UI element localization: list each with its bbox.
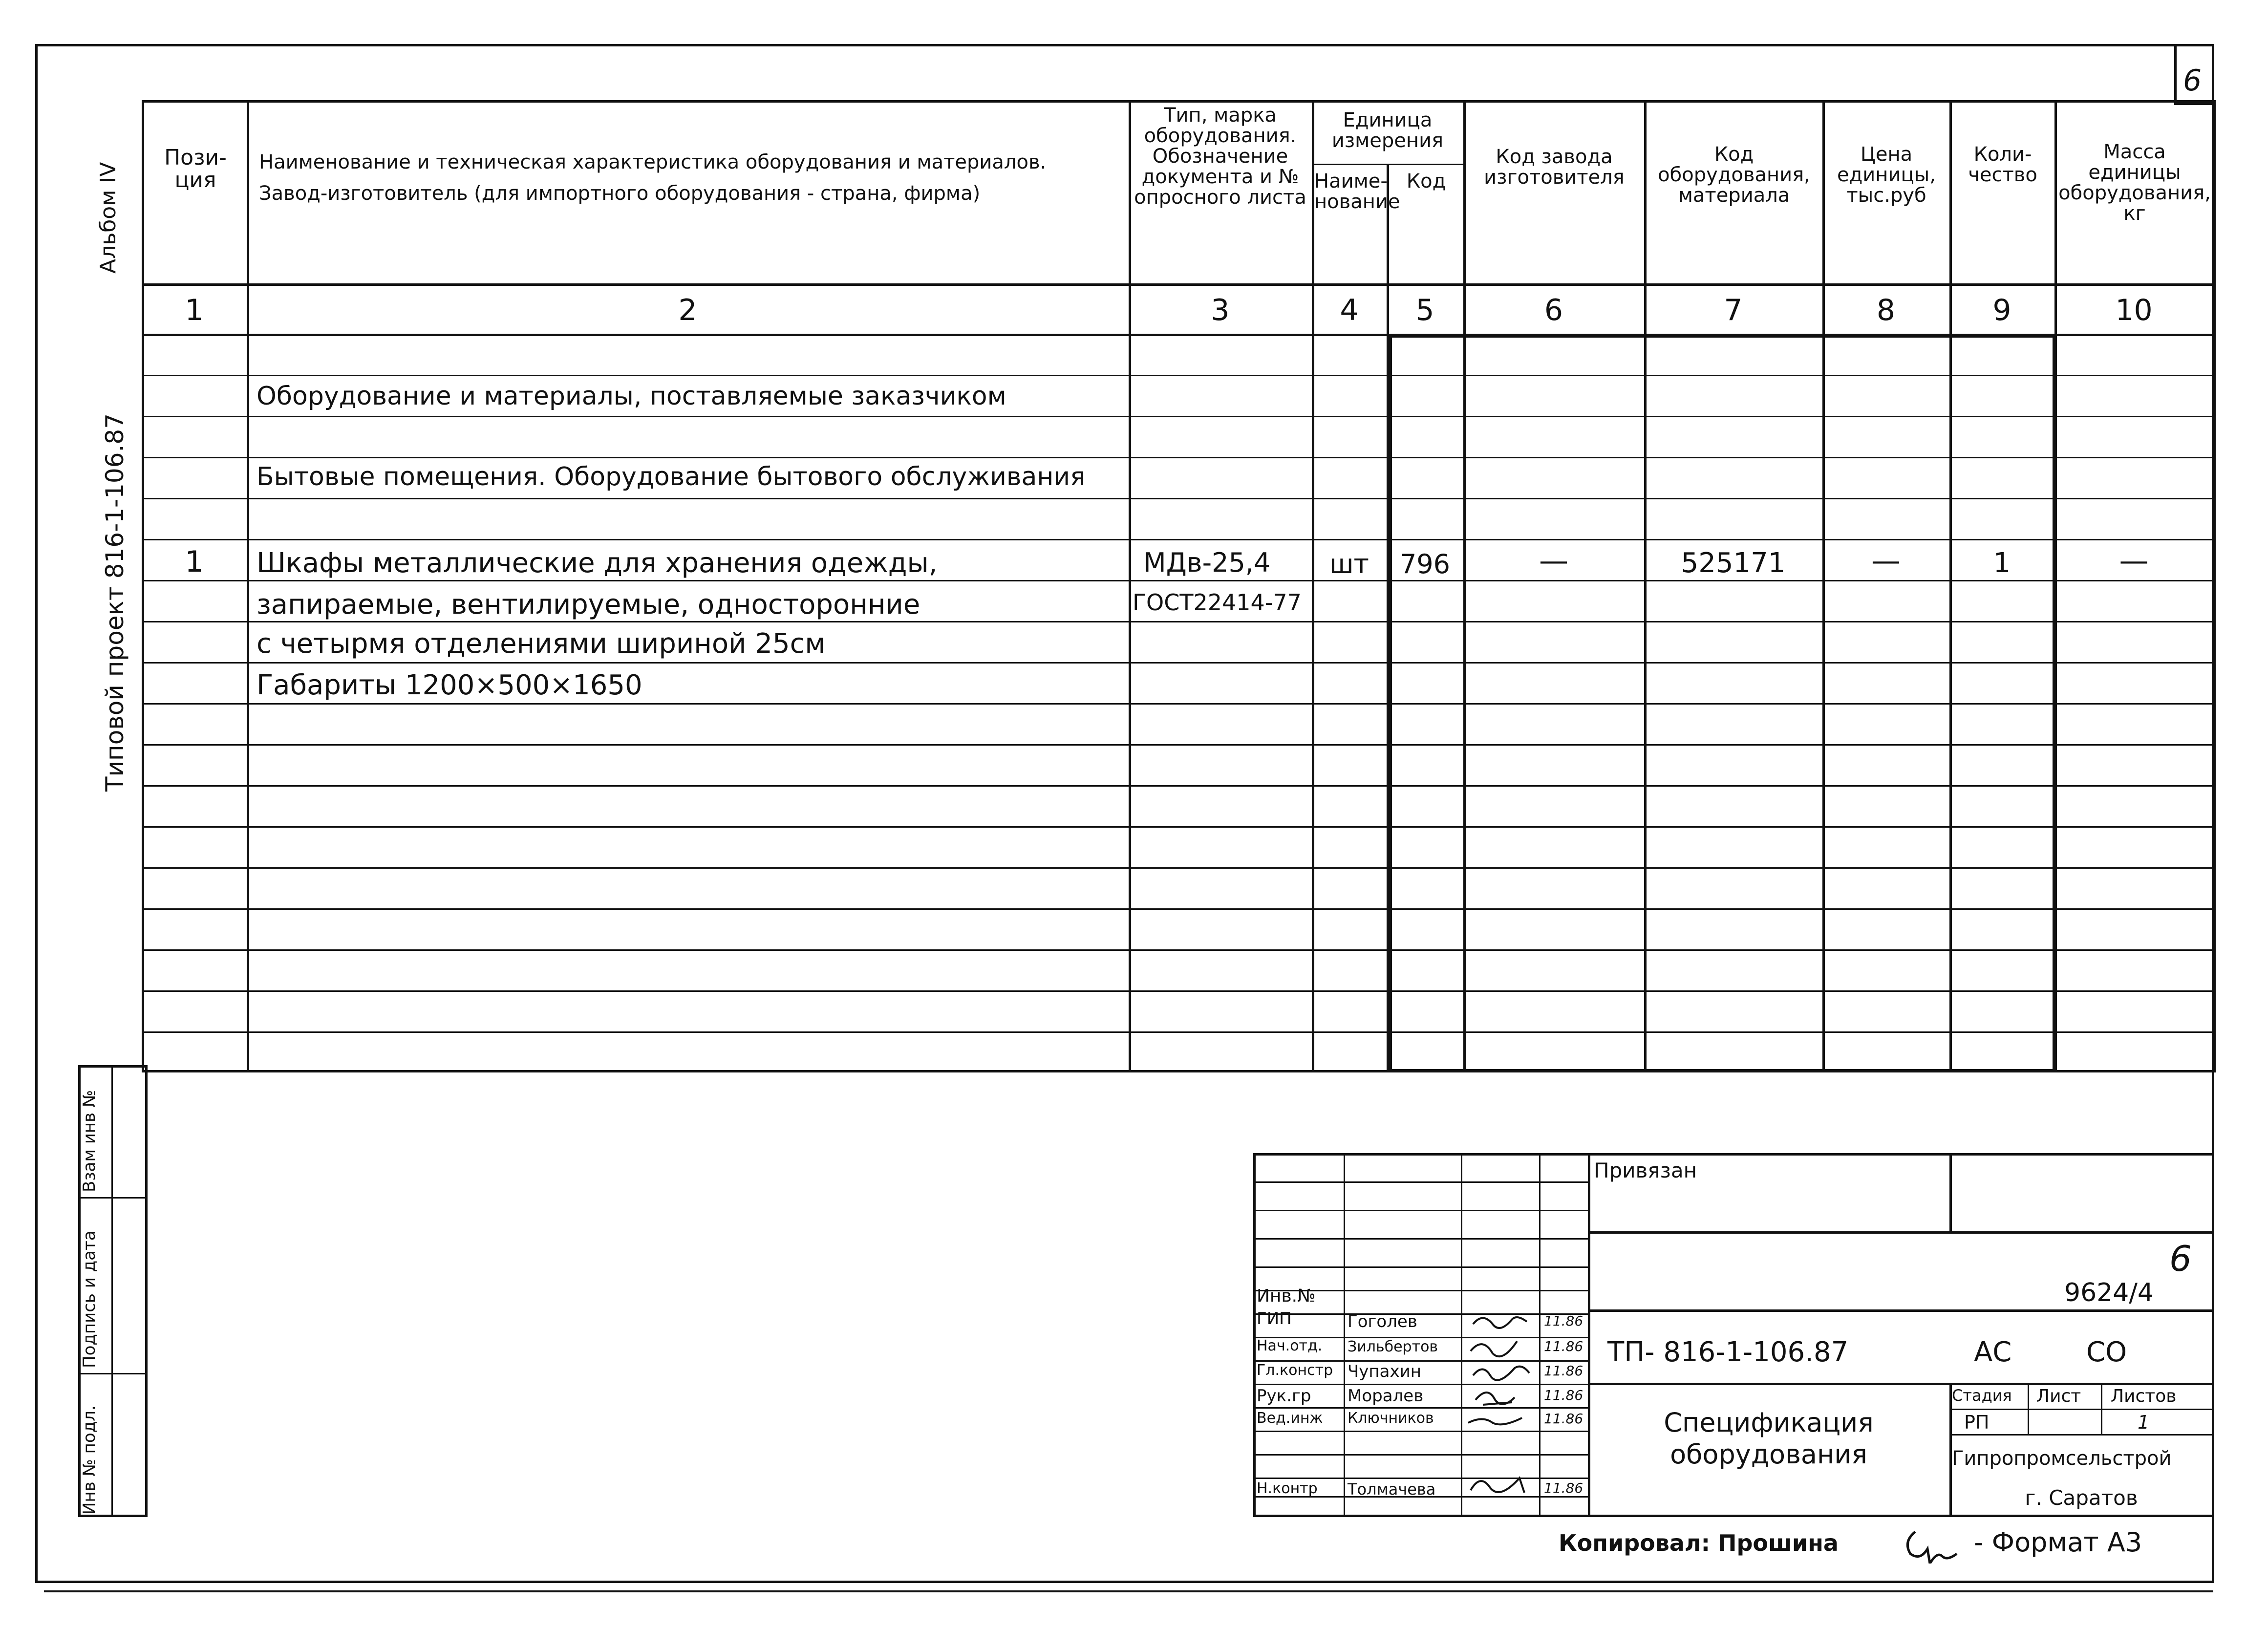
doc-title: Спецификация оборудования: [1664, 1407, 1874, 1470]
col-number-4: 4: [1340, 293, 1359, 327]
col-number-1: 1: [185, 293, 204, 327]
col-number-7: 7: [1724, 293, 1743, 327]
staff-name-5: Ключников: [1348, 1410, 1434, 1427]
header-price: Цена единицы, тыс.руб: [1837, 143, 1936, 207]
inv-no-label: Инв.№: [1257, 1286, 1316, 1306]
staff-name-4: Моралев: [1348, 1386, 1424, 1406]
staff-role-4: Рук.гр: [1257, 1386, 1311, 1406]
copied-by: Копировал: Прошина: [1559, 1530, 1839, 1556]
signatures: [1463, 1309, 1537, 1495]
staff-role-1: ГИП: [1257, 1309, 1292, 1329]
header-material-code: Код оборудования, материала: [1658, 143, 1810, 207]
album-label: Альбом IV: [96, 162, 121, 274]
sheet-number: 6: [2183, 64, 2202, 98]
format-label: - Формат А3: [1974, 1527, 2142, 1558]
col-number-9: 9: [1992, 293, 2011, 327]
signature-1: [1473, 1317, 1527, 1328]
col-number-2: 2: [678, 293, 697, 327]
inv-orig-label: Инв № подл.: [80, 1405, 99, 1515]
vzam-inv-label: Взам инв №: [80, 1090, 99, 1192]
privyazan-label: Привязан: [1594, 1158, 1697, 1182]
staff-date-6: 11.86: [1544, 1480, 1583, 1496]
staff-role-2: Нач.отд.: [1257, 1337, 1323, 1354]
signature-6: [1471, 1478, 1524, 1493]
section-household-rooms: Бытовые помещения. Оборудование бытового обслуживания: [257, 462, 1086, 492]
sheets-label: Листов: [2111, 1386, 2177, 1406]
header-unit-code: Код: [1406, 170, 1446, 193]
item-name-line-4: Габариты 1200×500×1650: [257, 669, 642, 701]
staff-date-2: 11.86: [1544, 1338, 1583, 1354]
city: г. Саратов: [2025, 1486, 2138, 1510]
header-position: Пози- ция: [164, 145, 227, 193]
col-number-10: 10: [2115, 293, 2153, 327]
signature-4: [1476, 1393, 1515, 1405]
staff-name-1: Гоголев: [1348, 1312, 1417, 1331]
sheet-value: 1: [2138, 1412, 2150, 1433]
doc-code: ТП- 816-1-106.87: [1607, 1336, 1849, 1368]
header-quantity: Коли-чество: [1968, 143, 2037, 186]
project-label: Типовой проект 816-1-106.87: [101, 413, 129, 792]
archive-number: 9624/4: [2064, 1278, 2154, 1307]
col-number-3: 3: [1211, 293, 1230, 327]
header-factory-code: Код завода изготовителя: [1484, 146, 1625, 189]
col-number-5: 5: [1415, 293, 1434, 327]
staff-role-3: Гл.констр: [1257, 1362, 1333, 1379]
item-type-line-2: ГОСТ22414-77: [1133, 589, 1302, 616]
item-material-code: 525171: [1681, 547, 1786, 579]
archive-number-sup: 6: [2169, 1238, 2192, 1279]
item-name-line-3: с четырмя отделениями шириной 25см: [257, 628, 826, 660]
col-number-8: 8: [1876, 293, 1896, 327]
header-unit-name: Наиме-нование: [1314, 170, 1400, 213]
item-quantity: 1: [1993, 547, 2011, 579]
header-mass: Масса единицы оборудования, кг: [2058, 141, 2211, 225]
signature-2: [1471, 1341, 1517, 1356]
signature-3: [1473, 1367, 1529, 1380]
header-unit: Единица измерения: [1331, 109, 1444, 152]
staff-role-6: Н.контр: [1257, 1480, 1318, 1497]
item-factory-code: —: [1539, 544, 1568, 578]
staff-role-5: Вед.инж: [1257, 1410, 1323, 1427]
bottom-edge: [44, 1590, 2213, 1592]
stage-value: РП: [1964, 1412, 1990, 1433]
item-type-line-1: МДв-25,4: [1143, 547, 1271, 578]
organization: Гипропромсельстрой: [1952, 1447, 2172, 1470]
staff-name-3: Чупахин: [1348, 1362, 1421, 1381]
col-number-6: 6: [1544, 293, 1563, 327]
staff-date-1: 11.86: [1544, 1313, 1583, 1329]
staff-date-5: 11.86: [1544, 1411, 1583, 1427]
item-unit-name: шт: [1329, 549, 1369, 579]
stage-label: Стадия: [1952, 1386, 2012, 1405]
item-unit-code: 796: [1399, 549, 1451, 579]
sign-date-label: Подпись и дата: [80, 1230, 99, 1368]
section-customer-supplied: Оборудование и материалы, поставляемые заказчиком: [257, 382, 1006, 411]
staff-date-4: 11.86: [1544, 1387, 1583, 1403]
copier-signature: [1901, 1524, 1969, 1564]
sheet-label: Лист: [2036, 1386, 2081, 1406]
staff-name-2: Зильбертов: [1348, 1338, 1438, 1355]
item-position: 1: [185, 545, 204, 579]
staff-date-3: 11.86: [1544, 1363, 1583, 1379]
doc-mark-2: СО: [2086, 1336, 2127, 1368]
doc-mark-1: АС: [1974, 1336, 2012, 1368]
item-name-line-2: запираемые, вентилируемые, односторонние: [257, 589, 920, 621]
item-mass: —: [2119, 544, 2149, 578]
item-price: —: [1871, 544, 1901, 578]
signature-5: [1468, 1418, 1522, 1424]
header-name: Наименование и техническая характеристика оборудования и материалов. Завод-изготовитель (для импортного оборудования - страна, фирма): [259, 151, 1047, 205]
item-name-line-1: Шкафы металлические для хранения одежды,: [257, 547, 938, 579]
staff-name-6: Толмачева: [1348, 1480, 1436, 1499]
header-type: Тип, марка оборудования. Обозначение документа и № опросного листа: [1134, 104, 1306, 209]
